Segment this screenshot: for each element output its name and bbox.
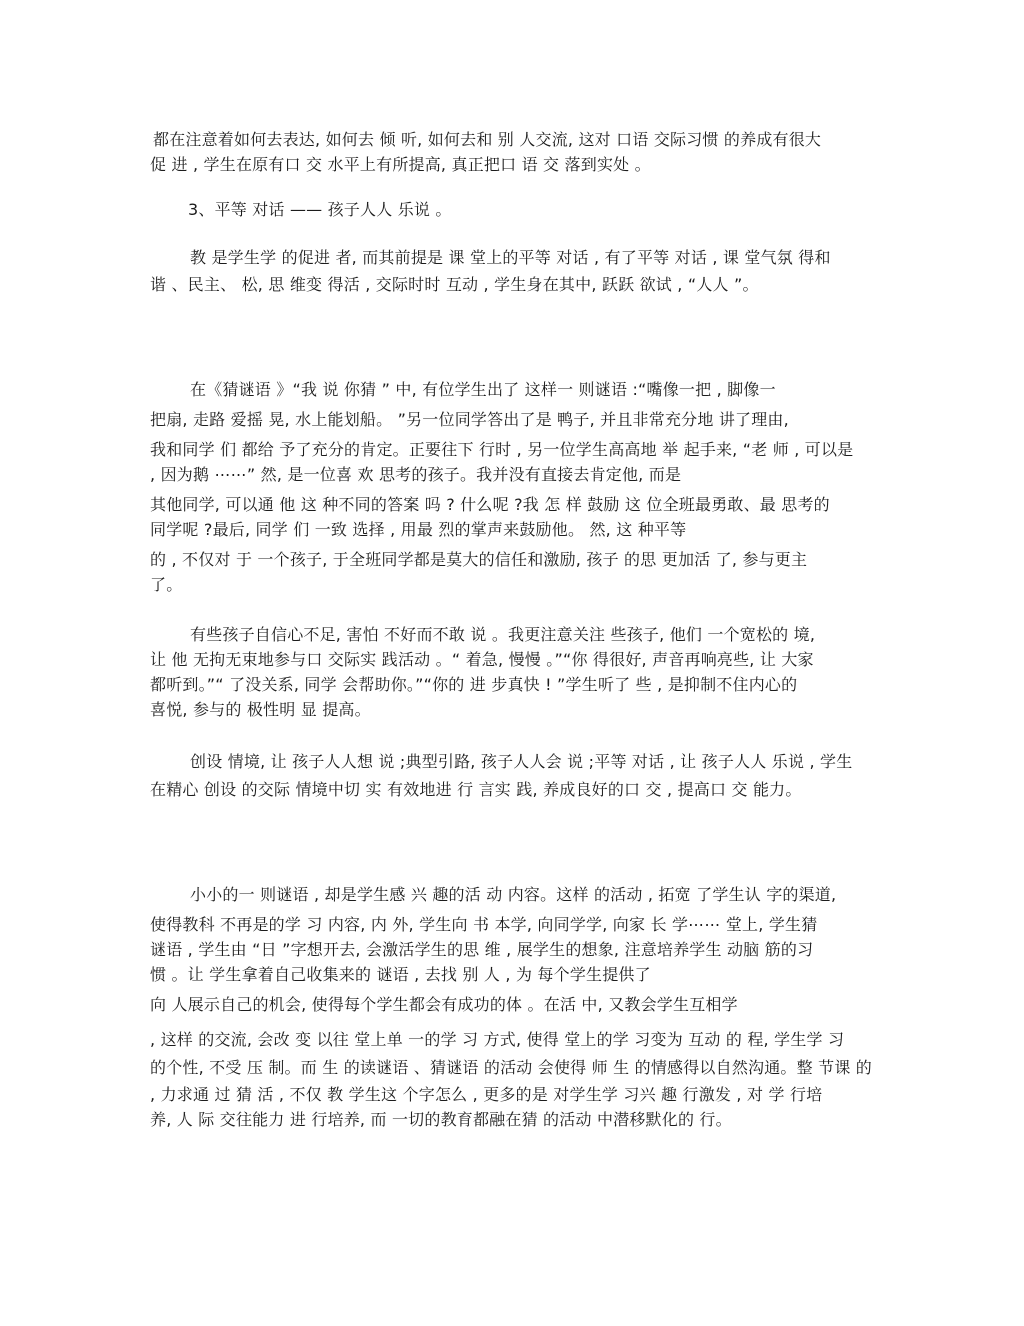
text-line: 养, 人 际 交往能力 进 行培养, 而 一切的教育都融在猜 的活动 中潜移默化的 行。	[150, 1110, 732, 1129]
text-line: 小小的一 则谜语 , 却是学生感 兴 趣的活 动 内容。这样 的活动 , 拓宽 了学生认 字的渠道,	[190, 885, 837, 904]
text-line: 的 , 不仅对 于 一个孩子, 于全班同学都是莫大的信任和激励, 孩子 的思 更加活 了, 参与更主	[150, 550, 808, 569]
text-line: 谐 、民主、 松, 思 维变 得活 , 交际时时 互动 , 学生身在其中, 跃跃 欲试 , “人人 ”。	[150, 275, 759, 294]
text-line: 教 是学生学 的促进 者, 而其前提是 课 堂上的平等 对话 , 有了平等 对话 , 课 堂气氛 得和	[190, 248, 831, 267]
text-line: 使得教科 不再是的学 习 内容, 内 外, 学生向 书 本学, 向同学学, 向家 长 学⋯⋯ 堂上, 学生猜	[150, 915, 818, 934]
text-line: 促 进 , 学生在原有口 交 水平上有所提高, 真正把口 语 交 落到实处 。	[150, 155, 651, 174]
text-line: 我和同学 们 都给 予了充分的肯定。正要往下 行时 , 另一位学生高高地 举 起手来, “老 师 , 可以是	[150, 440, 854, 459]
text-line: 的个性, 不受 压 制。而 生 的读谜语 、猜谜语 的活动 会使得 师 生 的情感得以自然沟通。整 节课 的	[150, 1058, 873, 1077]
text-line: 同学呢 ?最后, 同学 们 一致 选择 , 用最 烈的掌声来鼓励他。 然, 这 种平等	[150, 520, 687, 539]
text-line: , 这样 的交流, 会改 变 以往 堂上单 一的学 习 方式, 使得 堂上的学 习变为 互动 的 程, 学生学 习	[150, 1030, 845, 1049]
text-line: 创设 情境, 让 孩子人人想 说 ;典型引路, 孩子人人会 说 ;平等 对话 , 让 孩子人人 乐说 , 学生	[190, 752, 853, 771]
text-line: , 因为鹅 ⋯⋯” 然, 是一位喜 欢 思考的孩子。我并没有直接去肯定他, 而是	[150, 465, 682, 484]
text-line: 谜语 , 学生由 “日 ”字想开去, 会激活学生的思 维 , 展学生的想象, 注意培养学生 动脑 筋的习	[150, 940, 814, 959]
text-line: 向 人展示自己的机会, 使得每个学生都会有成功的体 。在活 中, 又教会学生互相学	[150, 995, 738, 1014]
text-line: 把扇, 走路 爱摇 晃, 水上能划船。 ”另一位同学答出了是 鸭子, 并且非常充分地 讲了理由,	[150, 410, 789, 429]
text-line: 有些孩子自信心不足, 害怕 不好而不敢 说 。我更注意关注 些孩子, 他们 一个宽松的 境,	[190, 625, 816, 644]
section-heading: 3、平等 对话 —— 孩子人人 乐说 。	[188, 200, 452, 219]
text-line: 在精心 创设 的交际 情境中切 实 有效地进 行 言实 践, 养成良好的口 交 , 提高口 交 能力。	[150, 780, 802, 799]
text-line: 喜悦, 参与的 极性明 显 提高。	[150, 700, 371, 719]
text-line: 惯 。让 学生拿着自己收集来的 谜语 , 去找 别 人 , 为 每个学生提供了	[150, 965, 651, 984]
text-line: , 力求通 过 猜 活 , 不仅 教 学生这 个字怎么 , 更多的是 对学生学 习兴 趣 行激发 , 对 学 行培	[150, 1085, 823, 1104]
text-line: 都在注意着如何去表达, 如何去 倾 听, 如何去和 别 人交流, 这对 口语 交际习惯 的养成有很大	[153, 130, 822, 149]
text-line: 让 他 无拘无束地参与口 交际实 践活动 。“ 着急, 慢慢 。”“你 得很好, 声音再响亮些, 让 大家	[150, 650, 814, 669]
text-line: 都听到。”“ 了没关系, 同学 会帮助你。”“你的 进 步真快 ! ”学生听了 些 , 是抑制不住内心的	[150, 675, 798, 694]
text-line: 在《猜谜语 》“我 说 你猜 ” 中, 有位学生出了 这样一 则谜语 :“嘴像一把 , 脚像一	[190, 380, 776, 399]
text-line: 了。	[150, 575, 183, 594]
text-line: 其他同学, 可以通 他 这 种不同的答案 吗 ? 什么呢 ?我 怎 样 鼓励 这 位全班最勇敢、最 思考的	[150, 495, 830, 514]
